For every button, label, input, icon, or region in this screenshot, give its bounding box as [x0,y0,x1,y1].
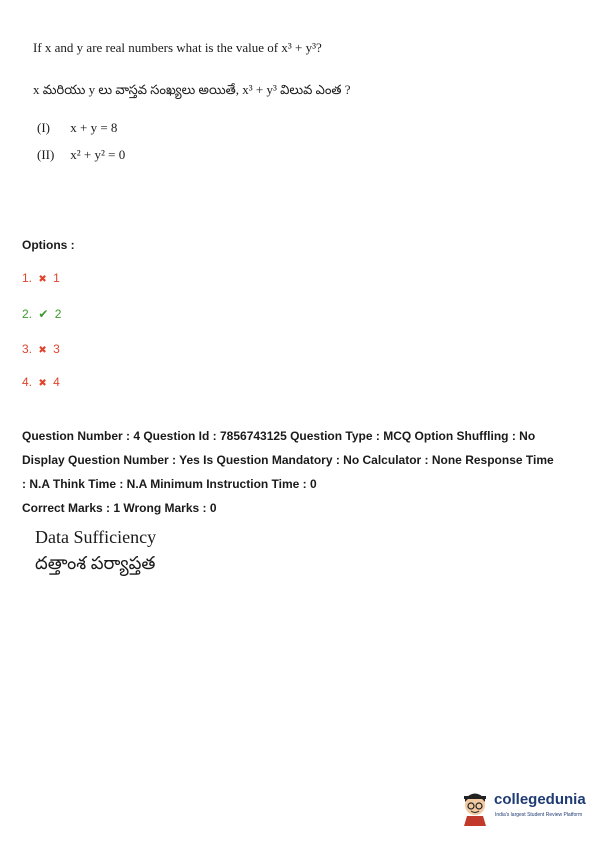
metadata-line: : N.A Think Time : N.A Minimum Instruction Time : 0 [22,477,317,491]
cross-icon: ✖ [38,274,47,285]
option-1 [22,271,60,285]
option-3 [22,342,60,356]
section-title-telugu: దత్తాంశ పర్యాప్తత [35,553,156,573]
option-value: 1 [53,271,60,285]
metadata-line: Display Question Number : Yes Is Question Mandatory : No Calculator : None Response Time [22,453,554,467]
option-value: 4 [53,375,60,389]
option-value: 2 [54,307,62,321]
option-number: 2. [22,307,33,321]
collegedunia-logo [460,786,590,830]
statement-text: x² + y² = 0 [70,147,126,162]
question-metadata [22,424,582,520]
mascot-icon [460,788,490,826]
cross-icon: ✖ [38,378,47,389]
logo-tagline: India's largest Student Review Platform [495,812,583,818]
option-number: 1. [22,271,33,285]
option-2 [22,307,61,321]
check-icon: ✔ [38,307,49,321]
logo-name: collegedunia [494,791,586,808]
question-english: If x and y are real numbers what is the value of x³ + y³? [33,40,322,55]
option-4 [22,375,60,389]
option-value: 3 [53,342,60,356]
question-telugu: x మరియు y లు వాస్తవ సంఖ్యలు అయితే, x³ + y³ విలువ ఎంత ? [33,82,351,97]
metadata-line: Correct Marks : 1 Wrong Marks : 0 [22,501,217,515]
statement-number: (I) [37,120,50,135]
option-number: 4. [22,375,33,389]
option-number: 3. [22,342,33,356]
statement-2 [37,147,125,163]
statement-number: (II) [37,147,55,162]
section-title-english: Data Sufficiency [35,527,157,547]
metadata-line: Question Number : 4 Question Id : 7856743125 Question Type : MCQ Option Shuffling : No [22,429,536,443]
statement-1 [37,120,117,136]
cross-icon: ✖ [38,345,47,356]
options-title: Options : [22,238,75,252]
statement-text: x + y = 8 [70,120,118,135]
